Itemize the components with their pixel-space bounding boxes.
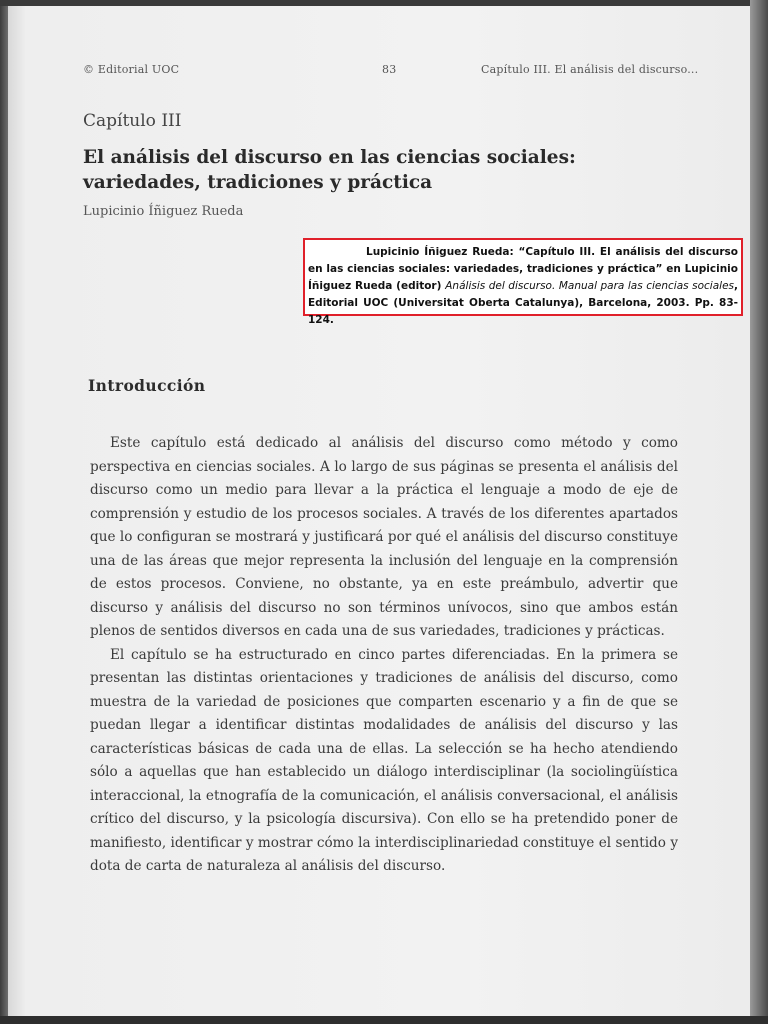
chapter-author: Lupicinio Íñiguez Rueda [83, 204, 244, 219]
citation-text: Lupicinio Íñiguez Rueda: “Capítulo III. El análisis del discurso en las ciencias sociales: variedades, tradiciones y práctica” en Lupicinio Íñiguez Rueda (editor) [308, 246, 738, 292]
running-header-chapter: Capítulo III. El análisis del discurso... [481, 63, 699, 76]
scan-edge-bottom [0, 1016, 768, 1024]
citation-book-title: Análisis del discurso. Manual para las ciencias sociales [445, 280, 735, 292]
scan-edge-right [750, 0, 768, 1024]
page-number: 83 [382, 63, 397, 76]
body-text [90, 432, 678, 879]
book-page [8, 0, 750, 1018]
citation-publisher: , Editorial UOC (Universitat Oberta Catalunya), Barcelona, 2003. Pp. 83-124. [308, 280, 739, 326]
running-header-publisher: © Editorial UOC [83, 63, 180, 76]
paragraph: Este capítulo está dedicado al análisis del discurso como método y como perspectiva en ciencias sociales. A lo largo de sus páginas se presenta el análisis del discurso como un medio para llevar a la práctica el lenguaje a modo de eje de comprensión y estudio de los procesos sociales. A través de los diferentes apartados que lo configuran se mostrará y justificará por qué el análisis del discurso constituye una de las áreas que mejor representa la inclusión del lenguaje en la comprensión de estos procesos. Conviene, no obstante, ya en este preámbulo, advertir que discurso y análisis del discurso no son términos unívocos, sino que ambos están plenos de sentidos diversos en cada una de sus variedades, tradiciones y prácticas. [90, 435, 678, 639]
chapter-label: Capítulo III [83, 111, 182, 131]
paragraph: El capítulo se ha estructurado en cinco partes diferenciadas. En la primera se presentan las distintas orientaciones y tradiciones de análisis del discurso, como muestra de la variedad de posiciones que comparten escenario y a fin de que se puedan llegar a identificar distintas modalidades de análisis del discurso y las características básicas de cada una de ellas. La selección se ha hecho atendiendo sólo a aquellas que han establecido un diálogo interdisciplinar (la sociolingüística interaccional, la etnografía de la comunicación, el análisis conversacional, el análisis crítico del discurso, y la psicología discursiva). Con ello se ha pretendido poner de manifiesto, identificar y mostrar cómo la interdisciplinariedad constituye el sentido y dota de carta de naturaleza al análisis del discurso. [90, 646, 678, 874]
chapter-title: El análisis del discurso en las ciencias sociales: variedades, tradiciones y práctica [83, 147, 576, 193]
scan-edge-top [0, 0, 760, 6]
citation-box [303, 238, 743, 326]
section-heading: Introducción [88, 376, 206, 395]
